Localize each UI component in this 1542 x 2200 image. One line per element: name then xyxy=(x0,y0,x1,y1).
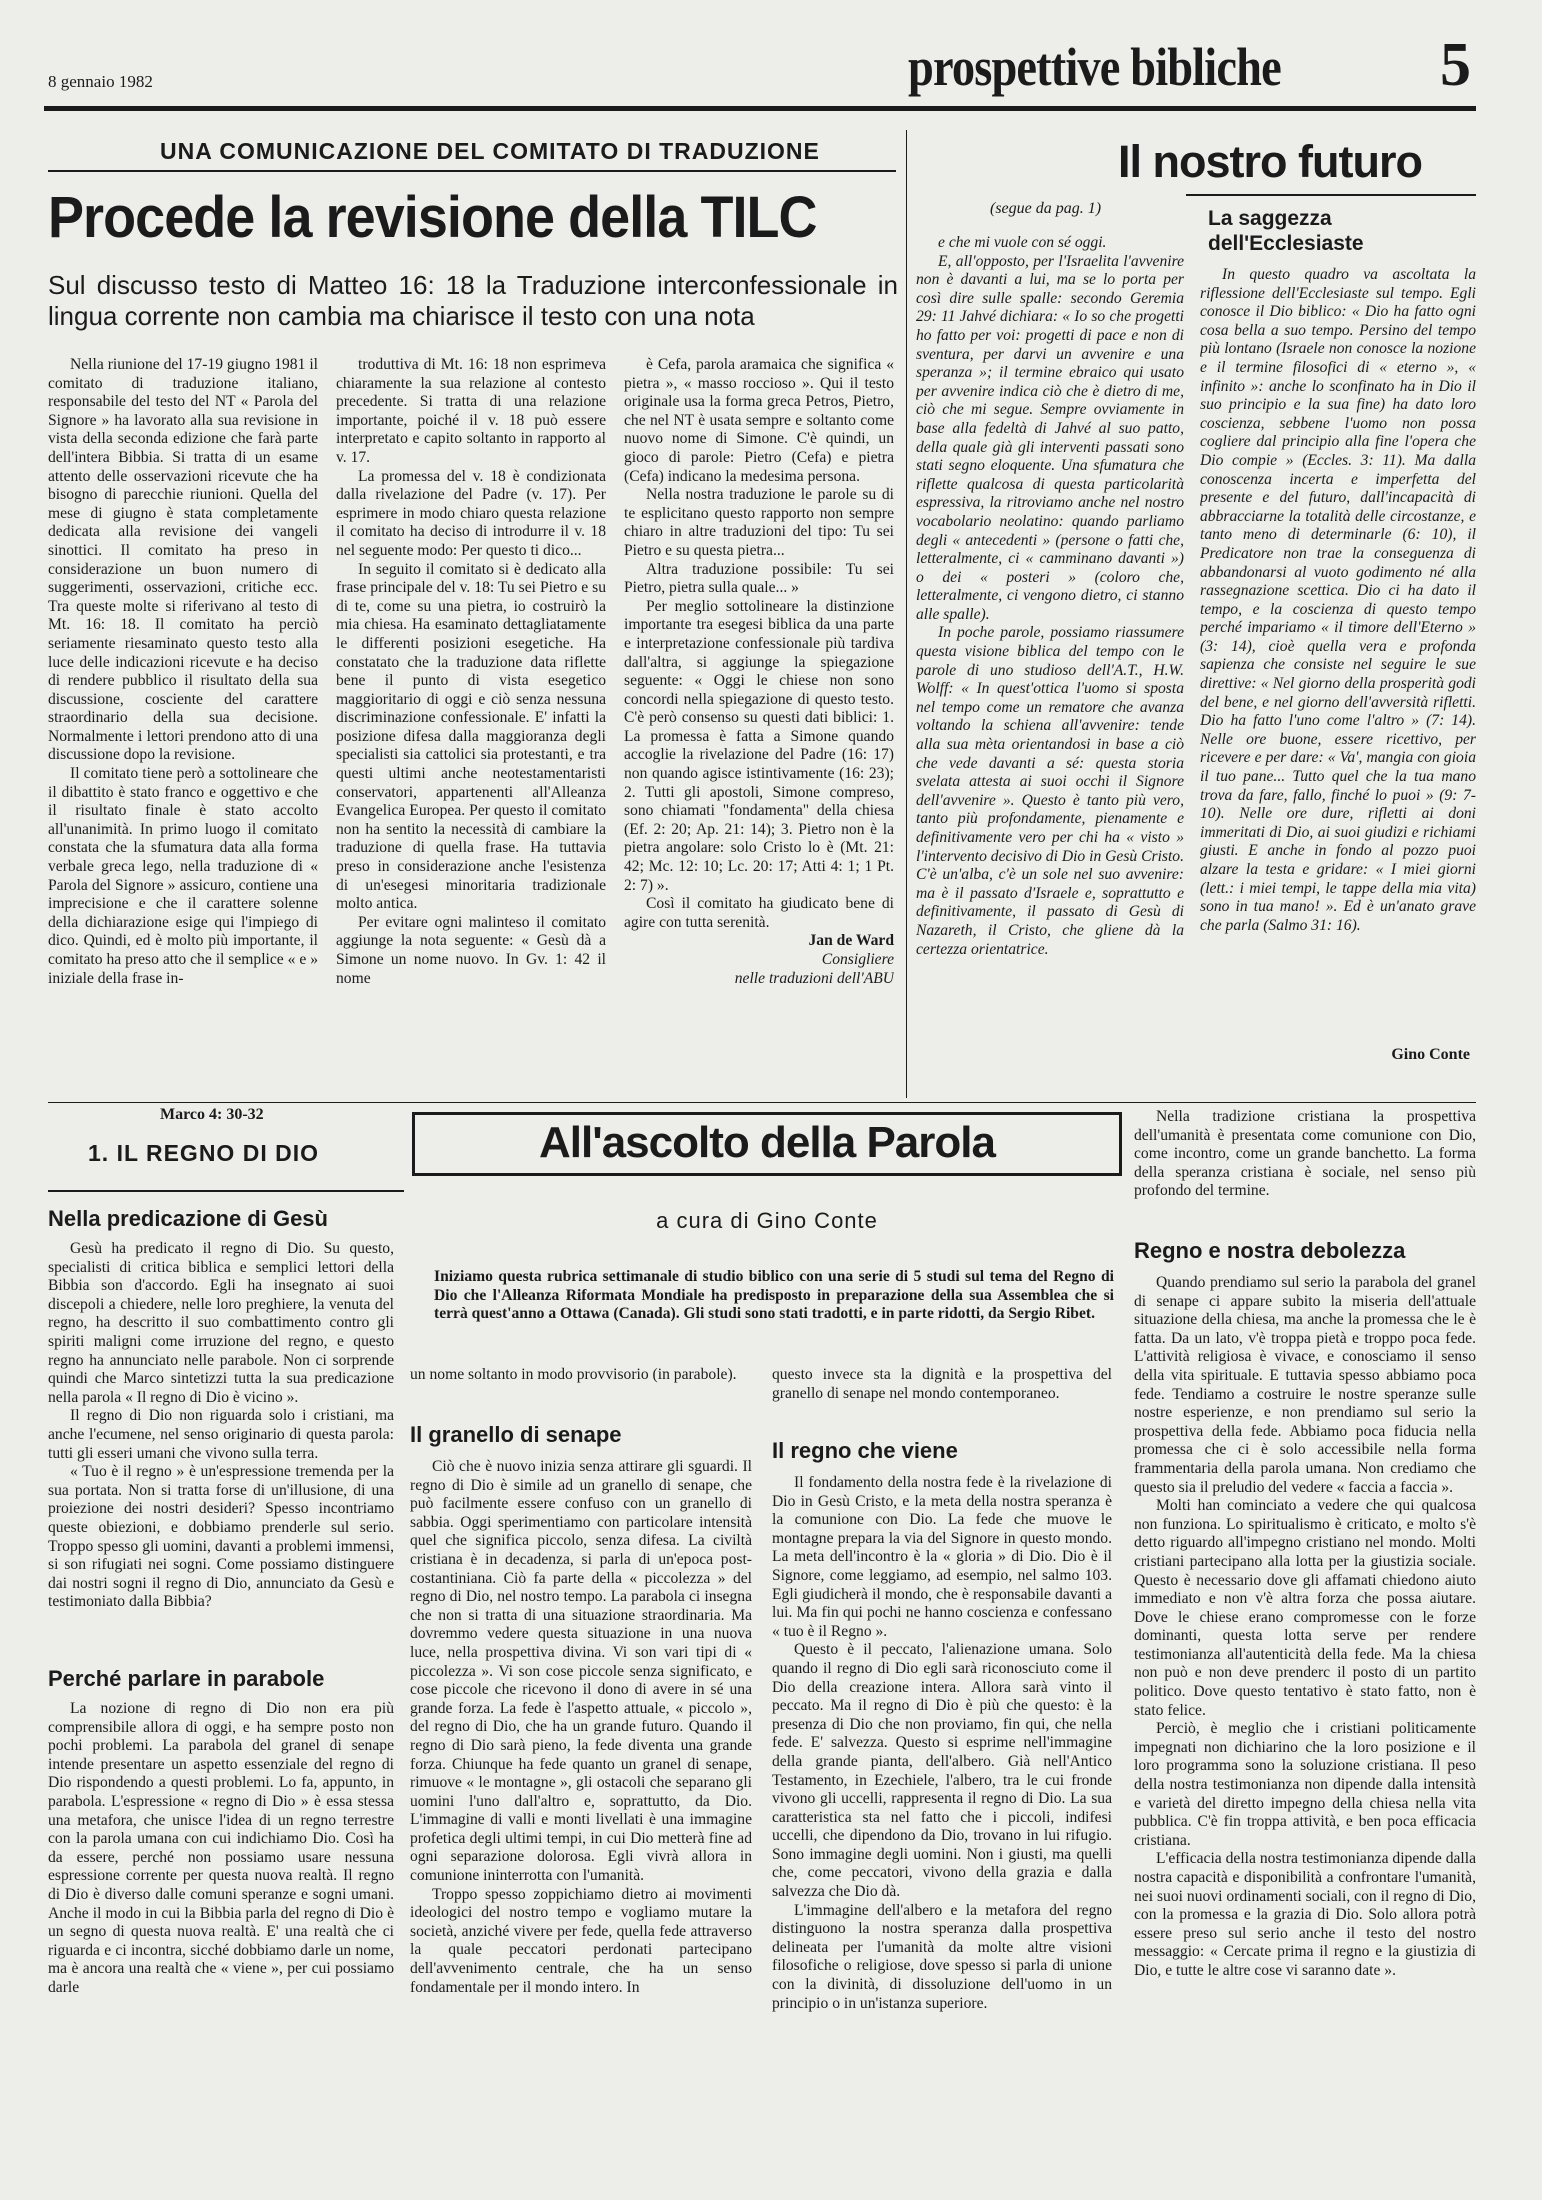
kicker-rule xyxy=(48,170,896,172)
section-title-rule xyxy=(48,1190,404,1192)
paragraph: Questo è il peccato, l'alienazione umana. Solo quando il regno di Dio egli sarà riconosciuto come il Dio della creazione intera. Allora sarà vinto il peccato. Ma il regno di Dio è più che questo: è la presenza di Dio che non proviamo, fin qui, che nella fede. E' salvezza. Questo si esprime nell'immagine della grande pianta, dell'albero. Già nell'Antico Testamento, in Ezechiele, l'albero, tra le cui fronde vivono gli uccelli, rappresenta il regno di Dio. La sua caratteristica sta nel fatto che i piccoli, indifesi uccelli, che dipendono da Dio, trovano in lui rifugio. Sono immagine degli uomini. Non i giusti, ma quelli che, come peccatori, vivono della grazia e dalla salvezza che Dio dà. xyxy=(772,1641,1112,1901)
heading-granello: Il granello di senape xyxy=(410,1422,622,1447)
article2-subheading: La saggezza dell'Ecclesiaste xyxy=(1208,207,1364,255)
column-rule xyxy=(906,130,907,1098)
heading-predicazione: Nella predicazione di Gesù xyxy=(48,1206,328,1231)
paragraph: Nella nostra traduzione le parole su di te esplicitano questo rapporto non sempre chiaro in altre traduzioni del tipo: Tu sei Pietro e su questa pietra... xyxy=(624,486,894,559)
rubric-byline: a cura di Gino Conte xyxy=(656,1208,878,1233)
paragraph: In seguito il comitato si è dedicato alla frase principale del v. 18: Tu sei Pietro e su di te, come su una pietra, io costruirò la mia chiesa. Ha esaminato dettagliatamente le differenti posizioni esegetiche. Ha constatato che la traduzione data riflette bene il punto di vista esegetico maggioritario di oggi e ciò senza nessuna discriminazione confessionale. E' infatti la posizione difesa dalla maggioranza degli specialisti sia cattolici sia protestanti, e tra questi ultimi anche neotestamentaristi conservatori, appartenenti all'Alleanza Evangelica Europea. Per questo il comitato non ha sentito la necessità di cambiare la traduzione di quella frase. Ha tuttavia preso in considerazione anche l'esistenza di un'esegesi minoritaria tradizionale molto antica. xyxy=(336,560,606,913)
paragraph: La nozione di regno di Dio non era più comprensibile allora di oggi, e ha sempre posto non pochi problemi. La parabola del granel di senape intende presentare un aspetto essenziale del regno di Dio rispondendo a questi problemi. Lo fa, appunto, in parabola. L'espressione « regno di Dio » è essa stessa una metafora, che unisce l'idea di un regno terrestre con la parola umana con cui indichiamo Dio. Così ha da essere, perché non possiamo usare nessuna espressione corrente per questa nuova realtà. Il regno di Dio è diverso dalle comuni speranze e sogni umani. Anche il modo in cui la Bibbia parla del regno di Dio è un segno di questa nuova realtà. E' una realtà che ci riguarda e ci incontra, sicché dobbiamo darle un nome, ma è ancora una realtà che « viene », per cui possiamo darle xyxy=(48,1700,394,1996)
article1-deck: Sul discusso testo di Matteo 16: 18 la Traduzione interconfessionale in lingua corrente non cambia ma chiarisce il testo con una nota xyxy=(48,270,898,331)
paragraph: è Cefa, parola aramaica che significa « pietra », « masso roccioso ». Qui il testo originale usa la forma greca Petros, Pietro, che nel NT è usata sempre e soltanto come nuovo nome di Simone. C'è quindi, un gioco di parole: Pietro (Cefa) e pietra (Cefa) indicano la medesima persona. xyxy=(624,356,894,485)
paragraph: L'immagine dell'albero e la metafora del regno distinguono la nostra speranza dalla prospettiva delineata per l'umanità da molte altre visioni filosofiche o religiose, dove spesso si parla di unione con la divinità, di dissoluzione dell'uomo in un principio o in un'istanza superiore. xyxy=(772,1901,1112,2012)
paragraph: Altra traduzione possibile: Tu sei Pietro, pietra sulla quale... » xyxy=(624,560,894,597)
article2-signature: Gino Conte xyxy=(1391,1046,1470,1063)
continued-from: (segue da pag. 1) xyxy=(990,200,1102,217)
article2-col2 xyxy=(1200,266,1476,1044)
paragraph: Il fondamento della nostra fede è la rivelazione di Dio in Gesù Cristo, e la meta della nostra speranza è la comunione con Dio. La fede che muove le montagne prepara la via del Signore in questo mondo. La meta dell'incontro è la « gloria » di Dio. Dio è il Signore, come leggiamo, ad esempio, nel salmo 103. Egli giudicherà il mondo, che è responsabile davanti a lui. Ma fin qui pochi ne hanno coscienza e confessano « tuo è il Regno ». xyxy=(772,1474,1112,1640)
paragraph: questo invece sta la dignità e la prospettiva del granello di senape nel mondo contemporaneo. xyxy=(772,1366,1112,1402)
paragraph: Nella riunione del 17-19 giugno 1981 il comitato di traduzione italiano, responsabile del testo del NT « Parola del Signore » ha lavorato alla sua revisione in vista della seconda edizione che farà parte dell'intera Bibbia. Si tratta di un esame attento delle osservazioni ricevute che ha bisogno di parecchie riunioni. Quella del mese di giugno è stata completamente dedicata alla revisione dei vangeli sinottici. Il comitato ha preso in considerazione un buon numero di suggerimenti, osservazioni, critiche ecc. Tra queste molte si riferivano al testo di Mt. 16: 18. Il comitato ha perciò seriamente riesaminato questo testo alla luce delle indicazioni ricevute e ha deciso di rendere pubblico il risultato della sua discussione, cosciente del carattere straordinario della sua decisione. Normalmente i lettori prendono atto di una discussione dopo la revisione. xyxy=(48,356,318,764)
paragraph: Il regno di Dio non riguarda solo i cristiani, ma anche l'ecumene, nel senso originario di questa parola: tutti gli esseri umani che vivono sulla terra. xyxy=(48,1407,394,1462)
paragraph: Molti han cominciato a vedere che qui qualcosa non funziona. Lo spiritualismo è criticato, e molto s'è detto riguardo all'impegno cristiano nel mondo. Molti cristiani partecipano alla lotta per la giustizia sociale. Questo è necessario dove gli affamati chiedono aiuto immediato e non v'è altra forza che possa aiutare. Dove le chiese erano compromesse con le forze dominanti, questa lotta serve per rendere testimonianza all'autenticità della fede. Ma la chiesa non può e non deve prenderc il posto di un partito politico. Dove questo tentativo è stato fatto, non è stato felice. xyxy=(1134,1497,1476,1719)
paragraph: « Tuo è il regno » è un'espressione tremenda per la sua portata. Non si tratta forse di un'illusione, di una proiezione dei nostri desideri? Spesso incontriamo queste obiezioni, e dobbiamo prenderle sul serio. Troppo spesso gli uomini, davanti a problemi immensi, si son rifugiati nei sogni. Come possiamo distinguere dai nostri sogni il regno di Dio, annunciato da Gesù e testimoniato dalla Bibbia? xyxy=(48,1463,394,1611)
section-title: 1. IL REGNO DI DIO xyxy=(88,1140,319,1166)
paragraph: L'efficacia della nostra testimonianza dipende dalla nostra capacità e disponibilità a confrontare l'umanità, nei suoi nuovi ordinamenti sociali, con il regno di Dio, con la promessa e la grazia di Dio. Solo allora potrà essere preso sul serio anche il testo del nostro messaggio: « Cercate prima il regno e la giustizia di Dio, e tutte le altre cose vi saranno date ». xyxy=(1134,1850,1476,1979)
heading-viene: Il regno che viene xyxy=(772,1438,958,1463)
page-number: 5 xyxy=(1440,31,1471,99)
masthead-date: 8 gennaio 1982 xyxy=(48,72,153,91)
paragraph: un nome soltanto in modo provvisorio (in parabole). xyxy=(410,1366,737,1383)
article2-headline: Il nostro futuro xyxy=(1118,136,1422,187)
paragraph: Ciò che è nuovo inizia senza attirare gli sguardi. Il regno di Dio è simile ad un granello di senape, che può facilmente essere confuso con un granello di sabbia. Oggi sperimentiamo con particolare intensità quel che significa piccolo, senza difesa. La civiltà cristiana è in decadenza, si parla di un'epoca post-costantiniana. Ciò fa parte della « piccolezza » del regno di Dio, nel nostro tempo. La parabola ci insegna che non si tratta di una situazione straordinaria. Ma dovremmo vedere questa situazione in una nuova luce, nella prospettiva divina. Vi son vari tipi di « piccolezza ». Vi son cose piccole senza significato, e cose piccole che ricevono il dono di avere in sé una grande forza. La fede è l'aspetto attuale, « piccolo », del regno di Dio, che ha un grande futuro. Quando il regno di Dio sarà pieno, la fede diventa una grande forza. Chiunque ha fede quanto un granel di senape, rimuove « le montagne », gli ostacoli che separano gli uomini l'uno dall'altro e, soprattutto, da Dio. L'immagine di valli e monti livellati è una immagine profetica degli ultimi tempi, in cui Dio metterà fine ad ogni separazione dolorosa. Egli vivrà allora in comunione ininterrotta con l'umanità. xyxy=(410,1458,752,1885)
paragraph: Il comitato tiene però a sottolineare che il dibattito è stato franco e oggettivo e che il risultato finale è stato accolto all'unanimità. In primo luogo il comitato constata che la sfumatura data alla forma verbale greca lego, nella traduzione di « Parola del Signore » assicuro, contiene una imprecisione e che il carattere solenne della dichiarazione esige qui l'impiego di dico. Quindi, ed è molto più importante, il comitato ha preso atto che il semplice « e » iniziale della frase in- xyxy=(48,765,318,987)
bible-reference: Marco 4: 30-32 xyxy=(160,1106,264,1123)
article3-col2a xyxy=(410,1366,752,1406)
paragraph: Così il comitato ha giudicato bene di agire con tutta serenità. xyxy=(624,895,894,931)
rubric-intro: Iniziamo questa rubrica settimanale di studio biblico con una serie di 5 studi sul tema del Regno di Dio che l'Alleanza Riformata Mondiale ha predisposto in preparazione della sua Assemblea che si terrà quest'anno a Ottawa (Canada). Gli studi sono stati tradotti, e in parte ridotti, da Sergio Ribet. xyxy=(434,1268,1114,1323)
article1-col1 xyxy=(48,356,318,1096)
article2-rule xyxy=(1186,194,1476,196)
article2-col1 xyxy=(916,234,1184,1064)
masthead-rule xyxy=(44,106,1476,111)
paragraph: In questo quadro va ascoltata la riflessione dell'Ecclesiaste sul tempo. Egli conosce il Dio biblico: « Dio ha fatto ogni cosa bella a suo tempo. Persino del tempo più lontano (Israele non conosce la nozione e il termine filosofici di « eterno », « infinito »: anche lo sconfinato ha in Dio il suo principio e la sua fine) ha dato loro coscienza, sebbene l'uomo non possa cogliere dal principio alla fine l'opera che Dio compie » (Eccles. 3: 11). Ma dalla conoscenza incerta e imperfetta del presente e del futuro, dall'incapacità di abbracciarne la totalità delle circostanze, e tanto meno di determinarle (6: 10), il Predicatore non trae la conseguenza di abbandonarsi al vuoto godimento né alla rassegnazione scettica. Dio ci ha dato il tempo, e la coscienza di questo tempo perché impariamo « il timore dell'Eterno » (3: 14), cioè quella vera e profonda sapienza che consiste nel seguire le sue direttive: « Nel giorno della prosperità godi del bene, e nel giorno dell'avversità rifletti. Dio ha fatto l'uno come l'altro » (7: 14). Nelle ore buone, essere ricettivo, per ricevere e per dare: « Va', mangia con gioia il tuo pane... Tutto quel che la tua mano trova da fare, fallo, finché lo puoi » (9: 7-10). Nelle ore dure, rifletti ai doni immeritati di Dio, ai suoi giudizi e richiami giusti. E anche in fondo al pozzo puoi alzare la testa e gridare: « I miei giorni (lett.: i miei tempi, le tappe della mia vita) sono in tua mano! ». Ed è un'anato grave che parla (Salmo 31: 16). xyxy=(1200,266,1476,934)
article3-col1a xyxy=(48,1240,394,1658)
article1-headline: Procede la revisione della TILC xyxy=(48,185,817,250)
paragraph: E, all'opposto, per l'Israelita l'avvenire non è davanti a lui, ma se lo porta per così dire sulle spalle: secondo Geremia 29: 11 Jahvé dichiara: « Io so che progetti ho fatto per voi: progetti di pace e non di sventura, per darvi un avvenire e una speranza »; il termine ebraico qui usato per avvenire indica ciò che è dietro di me, ciò che mi segue. Sempre ovviamente in base alla fedeltà di Jahvé al suo patto, della quale già gli interventi passati sono stati segno eloquente. Una sfumatura che riflette qualcosa di questa particolarità espressiva, la ritroviamo anche nel nostro vocabolario neolatino: quando parliamo degli « antecedenti » (persone o fatti che, letteralmente, ci « camminano davanti ») o dei « posteri » (coloro che, letteralmente, ci vengono dietro, ci stanno alle spalle). xyxy=(916,252,1184,623)
paragraph: Per evitare ogni malinteso il comitato aggiunge la nota seguente: « Gesù dà a Simone un nome nuovo. In Gv. 1: 42 il nome xyxy=(336,913,606,987)
signature-name: Jan de Ward xyxy=(808,932,894,950)
article3-col3b xyxy=(772,1474,1112,2080)
paragraph: Gesù ha predicato il regno di Dio. Su questo, specialisti di critica biblica e semplici lettori della Bibbia son d'accordo. Egli ha insegnato ai suoi discepoli a chiedere, nelle loro preghiere, la venuta del regno, ha descritto il suo combattimento contro gli spiriti maligni come irruzione del regno, e questo regno ha annunciato nelle parabole. Non ci sorprende quindi che Marco sintetizzi tutta la sua predicazione nella parola « Il regno di Dio è vicino ». xyxy=(48,1240,394,1406)
article1-col2 xyxy=(336,356,606,1096)
paragraph: Troppo spesso zoppichiamo dietro ai movimenti ideologici del nostro tempo e vogliamo mutare la società, anziché vivere per fede, quella fede attraverso la quale peccatori perdonati partecipano dell'avvenimento centrale, che ha un senso fondamentale per il mondo intero. In xyxy=(410,1885,752,1996)
paragraph: La promessa del v. 18 è condizionata dalla rivelazione del Padre (v. 17). Per esprimere in modo chiaro questa relazione il comitato ha deciso di introdurre il v. 18 nel seguente modo: Per questo ti dico... xyxy=(336,467,606,559)
article3-col2b xyxy=(410,1458,752,2080)
rubric-box xyxy=(412,1112,1122,1176)
paragraph: Quando prendiamo sul serio la parabola del granel di senape ci appare subito la miseria dell'attuale situazione della chiesa, ma anche la promessa che le è fatta. Da un lato, v'è troppa pietà e troppo poca fede. L'attività religiosa è vivace, e conosciamo il senso della vita spirituale. E tuttavia spesso abbiamo poca fede. Tendiamo a costruire le nostre speranze sulle nostre esperienze, e non prendiamo sul serio la prospettiva della fede. Abbiamo poca fiducia nella promessa che ci è solo accessibile nella forma frammentaria della parola umana. Non crediamo che questo sia il preludio del vedere « faccia a faccia ». xyxy=(1134,1274,1476,1496)
article3-col4a xyxy=(1134,1108,1476,1208)
article3-col1b xyxy=(48,1700,394,2080)
article1-col3 xyxy=(624,356,894,1096)
section-rule xyxy=(48,1102,1476,1103)
signature-org: nelle traduzioni dell'ABU xyxy=(734,969,894,987)
rubric-title: All'ascolto della Parola xyxy=(539,1118,995,1167)
heading-parabole: Perché parlare in parabole xyxy=(48,1666,325,1691)
paragraph: Per meglio sottolineare la distinzione importante tra esegesi biblica da una parte e interpretazione confessionale più tardiva dall'altra, si aggiunge la spiegazione seguente: « Oggi le chiese non sono concordi nella spiegazione di questo testo. C'è però consenso su questi dati biblici: 1. La promessa è fatta a Simone quando accoglie la rivelazione del Padre (16: 17) non quando agisce istintivamente (16: 23); 2. Tutti gli apostoli, Simone compreso, sono chiamati "fondamenta" della chiesa (Ef. 2: 20; Ap. 21: 14); 3. Pietro non è la pietra angolare: solo Cristo lo è (Mt. 21: 42; Mc. 12: 10; Lc. 20: 17; Atti 4: 1; 1 Pt. 2: 7) ». xyxy=(624,597,894,894)
signature-role: Consigliere xyxy=(821,951,894,968)
article3-col3a xyxy=(772,1366,1112,1426)
paragraph: In poche parole, possiamo riassumere questa visione biblica del tempo con le parole di uno studioso dell'A.T., H.W. Wolff: « In quest'ottica l'uomo si sposta nel tempo come un rematore che avanza voltando la schiena all'avvenire: tende alla sua mèta orientandosi in base a ciò che vede davanti a sé: questa storia svelata attesta ai suoi occhi il Signore dell'avvenire ». Questo è tanto più vero, tanto più profondamente, pienamente e definitivamente vero per chi ha « visto » l'intervento decisivo di Dio in Gesù Cristo. C'è un'alba, c'è un sole nel suo avvenire: ma è il passato d'Israele e, soprattutto e definitivamente, il passato di Gesù di Nazareth, il Cristo, che gliene dà la certezza orientatrice. xyxy=(916,624,1184,958)
article3-col4b xyxy=(1134,1274,1476,2080)
paragraph: Perciò, è meglio che i cristiani politicamente impegnati non dichiarino che la loro posizione e il loro programma sono la soluzione cristiana. Il peso della nostra testimonianza non dipende dalla intensità e varietà del diretto impegno della chiesa nella vita pubblica. C'è fin troppa attività, e ben poca efficacia cristiana. xyxy=(1134,1720,1476,1849)
paragraph: Nella tradizione cristiana la prospettiva dell'umanità è presentata come comunione con Dio, come incontro, come un grande banchetto. La forma della speranza cristiana è sociale, nel senso più profondo del termine. xyxy=(1134,1108,1476,1200)
paragraph: e che mi vuole con sé oggi. xyxy=(938,234,1107,251)
heading-debolezza: Regno e nostra debolezza xyxy=(1134,1238,1406,1263)
article1-kicker: UNA COMUNICAZIONE DEL COMITATO DI TRADUZIONE xyxy=(160,138,820,164)
paragraph: troduttiva di Mt. 16: 18 non esprimeva chiaramente la sua relazione al contesto precedente. Si tratta di una relazione importante, poiché il v. 18 può essere interpretato e capito soltanto in rapporto al v. 17. xyxy=(336,356,606,466)
masthead-title: prospettive bibliche xyxy=(908,37,1281,97)
